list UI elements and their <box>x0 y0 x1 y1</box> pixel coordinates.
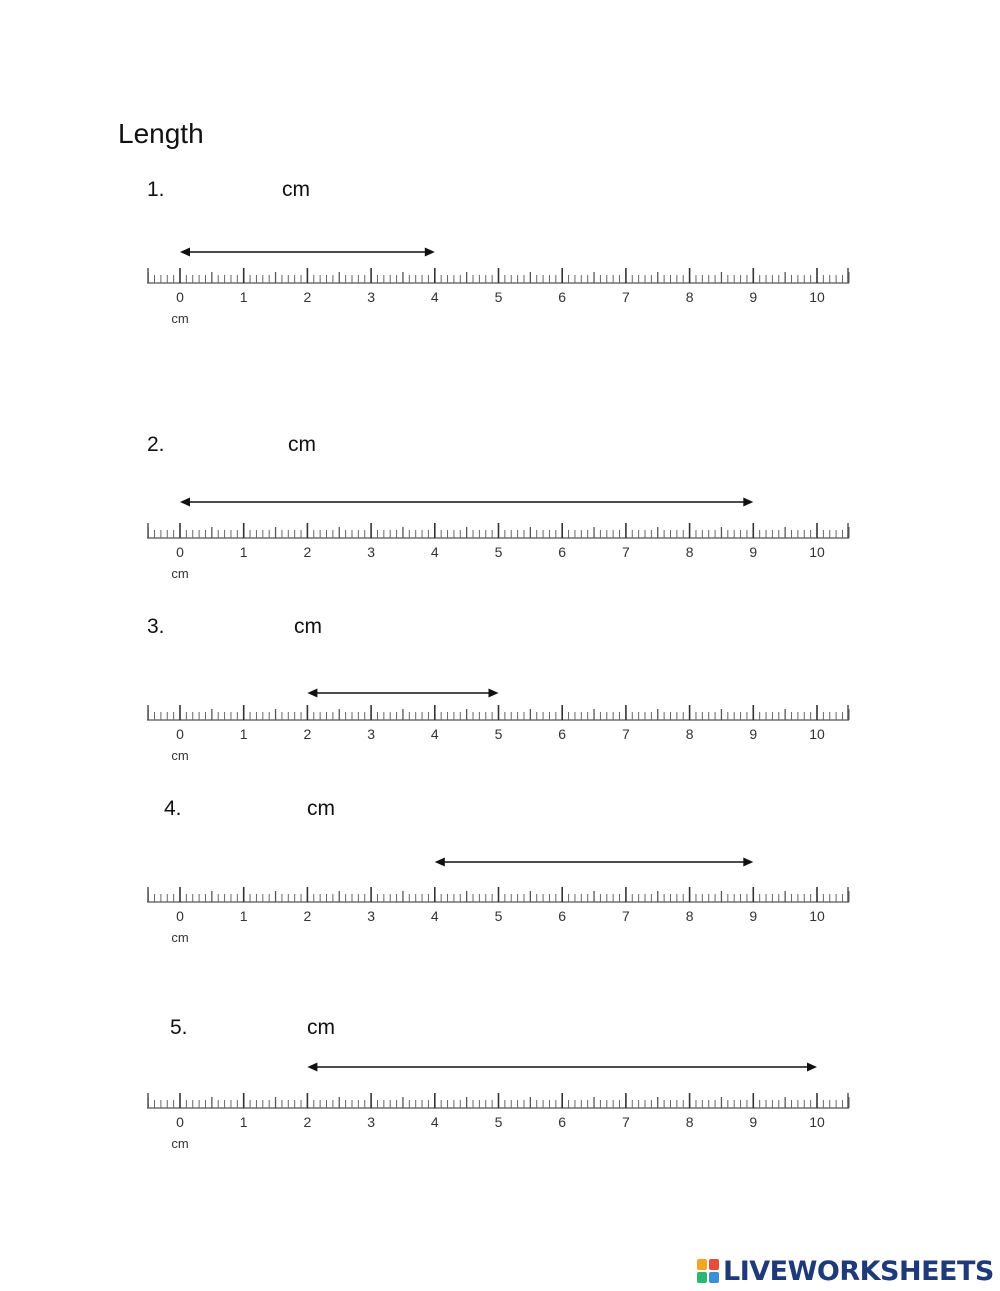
ruler-tick-label: 4 <box>430 289 439 305</box>
logo-block-4 <box>709 1272 719 1283</box>
ruler-tick-label: 5 <box>494 544 503 560</box>
ruler-tick-label: 2 <box>303 908 312 924</box>
ruler-1 <box>147 268 849 326</box>
ruler-tick-label: 4 <box>430 726 439 742</box>
ruler-tick-label: 2 <box>303 544 312 560</box>
ruler-tick-label: 4 <box>430 1114 439 1130</box>
arrow-head-left <box>180 248 190 257</box>
question-4-number: 4. <box>164 797 182 820</box>
ruler-tick-label: 7 <box>622 726 630 742</box>
arrow-head-left <box>180 498 190 507</box>
ruler-tick-label: 0 <box>176 1114 184 1130</box>
ruler-tick-label: 7 <box>622 1114 630 1130</box>
ruler-tick-label: 6 <box>558 289 567 305</box>
ruler-tick-label: 2 <box>303 1114 312 1130</box>
ruler-unit-label: cm <box>171 311 189 326</box>
ruler-tick-label: 0 <box>176 726 184 742</box>
logo-block-2 <box>709 1259 719 1270</box>
arrow-head-right <box>743 858 753 867</box>
ruler-tick-label: 7 <box>622 544 630 560</box>
ruler-tick-label: 8 <box>685 1114 694 1130</box>
measure-arrow-1 <box>180 248 435 257</box>
ruler-unit-label: cm <box>171 748 189 763</box>
ruler-tick-label: 0 <box>176 908 184 924</box>
question-2-number: 2. <box>147 433 165 456</box>
ruler-tick-label: 5 <box>494 726 503 742</box>
ruler-tick-label: 2 <box>303 726 312 742</box>
measure-arrow-3 <box>307 689 498 698</box>
liveworksheets-logo <box>697 1253 995 1289</box>
logo-text: LIVEWORKSHEETS <box>723 1255 994 1287</box>
ruler-tick-label: 5 <box>494 908 503 924</box>
ruler-tick-label: 3 <box>367 908 375 924</box>
arrow-head-right <box>489 689 499 698</box>
question-5-unit: cm <box>307 1016 335 1039</box>
ruler-2 <box>147 523 849 581</box>
worksheet-title: Length <box>118 118 204 149</box>
ruler-tick-label: 4 <box>430 544 439 560</box>
ruler-tick-label: 6 <box>558 726 567 742</box>
question-1-number: 1. <box>147 178 165 201</box>
ruler-tick-label: 7 <box>622 289 630 305</box>
ruler-4 <box>147 887 849 945</box>
ruler-3 <box>147 705 849 763</box>
ruler-tick-label: 5 <box>494 1114 503 1130</box>
measure-arrow-4 <box>435 858 754 867</box>
ruler-tick-label: 5 <box>494 289 503 305</box>
ruler-tick-label: 8 <box>685 289 694 305</box>
ruler-unit-label: cm <box>171 566 189 581</box>
question-2-unit: cm <box>288 433 316 456</box>
ruler-tick-label: 10 <box>809 544 825 560</box>
ruler-tick-label: 3 <box>367 544 375 560</box>
logo-block-3 <box>697 1272 707 1283</box>
question-1-unit: cm <box>282 178 310 201</box>
ruler-tick-label: 9 <box>749 1114 758 1130</box>
question-4-unit: cm <box>307 797 335 820</box>
logo-block-1 <box>697 1259 707 1270</box>
ruler-tick-label: 8 <box>685 544 694 560</box>
ruler-tick-label: 2 <box>303 289 312 305</box>
measure-arrow-2 <box>180 498 753 507</box>
ruler-tick-label: 9 <box>749 908 758 924</box>
ruler-tick-label: 0 <box>176 544 184 560</box>
ruler-unit-label: cm <box>171 1136 189 1151</box>
ruler-tick-label: 10 <box>809 726 825 742</box>
arrow-head-right <box>743 498 753 507</box>
ruler-tick-label: 6 <box>558 1114 567 1130</box>
measure-arrow-5 <box>307 1063 817 1072</box>
question-3-number: 3. <box>147 615 165 638</box>
ruler-tick-label: 3 <box>367 726 375 742</box>
question-5-number: 5. <box>170 1016 188 1039</box>
arrow-head-right <box>425 248 435 257</box>
arrow-head-left <box>307 1063 317 1072</box>
ruler-tick-label: 1 <box>239 1114 248 1130</box>
ruler-tick-label: 1 <box>239 544 248 560</box>
arrow-head-left <box>435 858 445 867</box>
ruler-tick-label: 6 <box>558 544 567 560</box>
ruler-unit-label: cm <box>171 930 189 945</box>
ruler-tick-label: 6 <box>558 908 567 924</box>
ruler-tick-label: 10 <box>809 908 825 924</box>
ruler-tick-label: 1 <box>239 289 248 305</box>
ruler-tick-label: 3 <box>367 1114 375 1130</box>
ruler-tick-label: 8 <box>685 908 694 924</box>
ruler-tick-label: 0 <box>176 289 184 305</box>
liveworksheets-logo-icon <box>697 1259 719 1283</box>
ruler-tick-label: 4 <box>430 908 439 924</box>
ruler-tick-label: 9 <box>749 289 758 305</box>
arrow-head-left <box>307 689 317 698</box>
question-3-unit: cm <box>294 615 322 638</box>
ruler-tick-label: 7 <box>622 908 630 924</box>
ruler-tick-label: 1 <box>239 908 248 924</box>
ruler-tick-label: 1 <box>239 726 248 742</box>
ruler-5 <box>147 1093 849 1151</box>
ruler-tick-label: 10 <box>809 1114 825 1130</box>
ruler-tick-label: 8 <box>685 726 694 742</box>
ruler-tick-label: 3 <box>367 289 375 305</box>
ruler-tick-label: 9 <box>749 544 758 560</box>
ruler-tick-label: 10 <box>809 289 825 305</box>
arrow-head-right <box>807 1063 817 1072</box>
ruler-tick-label: 9 <box>749 726 758 742</box>
